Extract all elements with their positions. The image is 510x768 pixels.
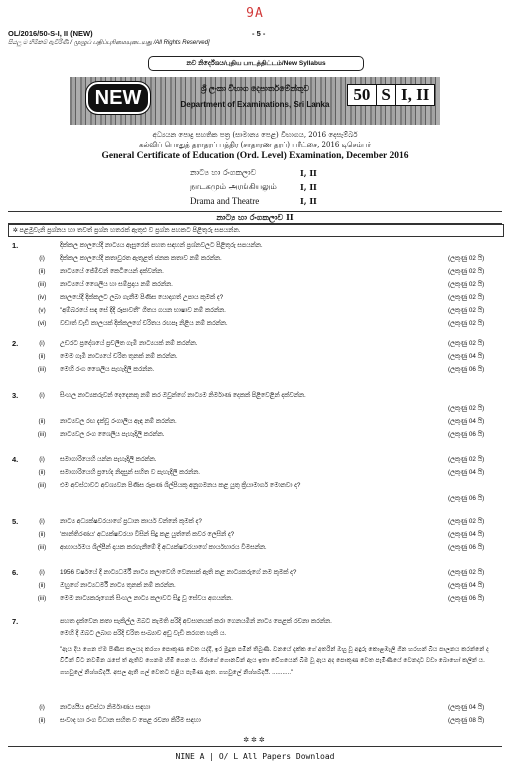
subquestion-number: (iii) [37, 366, 47, 373]
subquestion-text: ආහාර්යමය ශිල්පීන් දායක කරගැනීමේ දී අධ්‍යක්ෂවරයාගේ කාර්යභාරය විමසන්න. [60, 544, 267, 551]
end-stars: ✲✲✲ [243, 736, 267, 744]
passage: "ඇය දිය ගෙන ඒම පිණිස කලයද කරගා පොකුණ වෙත යද්දී, ඉර මුදුන පමින් තිබුණි. වනයේ දැක්ක ගේ අතරින් ඔහු වූ අඳුරු කොළඹෑලි ගින හරහන් බීය පාලනය කරන්නේ ද විටින් විට නවමින රැසේ ත් ඇතිව ගෙනම හිමි ගෙන ය. ගිරාගේ ගොනවින් ඇය ඉතා වේගයෙන් බිම වූ ඇය අද පොකුණ වෙත පැමිණියේ වෙනදාට වඩා බොහෝ කලින් ය. ගහවුලේ නිශ්ශබ්දයී. අසල ඇති ගල් වෙතට එළිය පැමිණ ඇත. ගහවුලේ නිශ්ශබ්දයී. ..........." [60, 646, 489, 676]
marks: (ලකුණු 04 යි) [448, 531, 485, 538]
marks: (ලකුණු 02 යි) [448, 569, 485, 576]
subject-code-label: I, II [300, 168, 317, 178]
subquestion-number: (ii) [38, 353, 46, 360]
marks: (ලකුණු 06 යි) [448, 431, 485, 438]
subquestion-number: (i) [39, 255, 45, 262]
subquestion-number: (ii) [38, 268, 46, 275]
question-number: 1. [12, 241, 19, 250]
subject-code-parts: I, II [401, 85, 430, 104]
subquestion-text: නාට්‍යවල රංග ශෛලිය පැහැදිලි කරන්න. [60, 431, 165, 438]
subquestion-number: (iii) [37, 482, 47, 489]
subquestion-number: (i) [39, 392, 45, 399]
exam-title-tamil: கல்விப் பொதுத் தராதரப் பத்திர (சாதாரண தரப்) பரீட்சை, 2016 டிசெம்பர் [139, 141, 371, 149]
question-number: 6. [12, 568, 19, 577]
subquestion-number: (ii) [38, 418, 46, 425]
marks: (ලකුණු 06 යි) [448, 595, 485, 602]
question-number: 4. [12, 455, 19, 464]
exam-title-sinhala: අධ්‍යයන පොදු සහතික පත්‍ර (සාමාන්‍ය පෙළ) විභාගය, 2016 දෙසැම්බර් [152, 131, 358, 139]
marks: (ලකුණු 02 යි) [448, 307, 485, 314]
question-number: 5. [12, 517, 19, 526]
subject-name: නාට්‍ය හා රංගකලාව [190, 168, 257, 177]
banner-line-2: Department of Examinations, Sri Lanka [180, 100, 330, 109]
subject-code-label: I, II [300, 182, 317, 192]
marks: (ලකුණු 02 යි) [448, 281, 485, 288]
subquestion-text: නාට්‍යයේ ජේමිචන් කෙටියෙන් දක්වන්න. [60, 268, 164, 275]
instruction [8, 224, 504, 237]
subquestion-number: (i) [39, 569, 45, 576]
marks: (ලකුණු 02 යි) [448, 268, 485, 275]
marks: (ලකුණු 04 යි) [448, 704, 485, 711]
marks: (ලකුණු 02 යි) [448, 340, 485, 347]
subquestion-text: උඩරට ප්‍රදේශයේ ප්‍රචලිත ගැමි නාට්‍යයක් නම් කරන්න. [60, 340, 198, 347]
subquestion-text: 1956 වර්ෂයේ දී නාට්‍යධර්මී නාට්‍ය කලාවෙහි වෙනසක් ඇති කළ නාට්‍යකරුගේ නම කුමක් ද? [60, 569, 297, 576]
exam-title-english: General Certificate of Education (Ord. Level) Examination, December 2016 [101, 151, 409, 161]
question-intro: පහත දැක්වෙන කතා සැකිල්ල ඔබට කැමති පරිදි අවසානයක් කරා ගෙනයමින් නාට්‍ය පෙළක් රචනා කරන්න. [60, 618, 332, 625]
subquestion-text: කාලයේදී දික්කලට ලබා ගැනීම පිණිස යොදාගත් උපාය කුමක් ද? [60, 294, 224, 301]
marks: (ලකුණු 08 යි) [448, 717, 485, 724]
subquestion-number: (i) [39, 704, 45, 711]
marks: (ලකුණු 02 යි) [448, 518, 485, 525]
subquestion-number: (v) [38, 307, 46, 314]
marks: (ලකුණු 02 යි) [448, 294, 485, 301]
subquestion-number: (ii) [38, 531, 46, 538]
subquestion-number: (iv) [37, 294, 47, 301]
marks: (ලකුණු 04 යි) [448, 469, 485, 476]
top-tag: 9A [246, 6, 264, 21]
subquestion-number: (i) [39, 456, 45, 463]
subquestion-text: නාට්‍යයේ ශෛලිය හා සම්ප්‍රදාය නම් කරන්න. [60, 281, 173, 288]
subject-name: Drama and Theatre [190, 196, 260, 206]
subject-code-box [347, 84, 435, 106]
syllabus-label: නව නිර්දේශය/புதிய பாடத்திட்டம்/New Syllabus [148, 56, 364, 71]
subquestion-text: දික්කල කාලයේදී කතාවුරත ඇතුළත් ජනක කතාව නම් කරන්න. [60, 255, 222, 262]
subject-code: 50 [353, 85, 371, 104]
subquestion-number: (i) [39, 340, 45, 347]
subquestion-number: (i) [39, 518, 45, 525]
subquestion-text: මෙම නාට්‍යකරුගෙන් සිංහල නාට්‍ය කලාවට සිදු වූ සේවය අගයන්න. [60, 595, 233, 602]
marks: (ලකුණු 04 යි) [448, 418, 485, 425]
subquestion-text: සමාගාරියෙහි ප්‍රභේද නිදසුන් සහිත ව පැහැදිලි කරන්න. [60, 469, 200, 476]
new-badge: NEW [86, 82, 150, 114]
question-intro-2: මෙහි දී ඔබට ලබාග පරිදි චරිත සංඛ්‍යාව අඩු වැඩි කරගත හැකි ය. [60, 630, 227, 637]
marks: (ලකුණු 06 යි) [448, 366, 485, 373]
instruction-text: ✲ පළමුවැනි ප්‍රශ්නය හා තවත් ප්‍රශ්න හතරක් ඇතුළු ව ප්‍රශ්න පහකට පිළිතුරු සපයන්න. [13, 227, 241, 234]
question-number: 3. [12, 391, 19, 400]
subquestion-text: මෙම ගැමි නාට්‍යයේ චරිත තුනක් නම් කරන්න. [60, 353, 178, 360]
rights-reserved: සියලු ම හිමිකම් ඇවිරිණි / முழுப் பதிப்புரிமையுடையது /All Rights Reserved] [8, 40, 210, 46]
subject-name: நாடகமும் அரங்கியலும் [190, 182, 277, 191]
subquestion-number: (iii) [37, 431, 47, 438]
paper-code: OL/2016/50-S-I, II (NEW) [8, 29, 93, 38]
subquestion-number: (iii) [37, 595, 47, 602]
marks: (ලකුණු 06 යි) [448, 544, 485, 551]
subquestion-text: නාට්‍ය අධ්‍යක්ෂවරයාගේ ප්‍රධාන කාර්ය වන්නේ කුමක් ද? [60, 518, 202, 525]
banner-line-1: ශ්‍රී ලංකා විභාග දෙපාර්තමේන්තුව [200, 84, 310, 93]
subject-code-label: I, II [300, 196, 317, 206]
subquestion-number: (iii) [37, 281, 47, 288]
subject-code-s: S [381, 85, 391, 104]
subquestion-text: 'කාන්තිරණය' අධ්‍යක්ෂවරයා විසින් සිදු කළ යුත්තේ කවර ලෙසින් ද? [60, 531, 235, 538]
marks: (ලකුණු 02 යි) [448, 405, 485, 412]
marks: (ලකුණු 02 යි) [448, 456, 485, 463]
question-intro: දික්කල කාලයේදී නාට්‍යය ඇසුරෙන් පහත සඳහන් ප්‍රශ්නවලට පිළිතුරු සපයන්න. [60, 242, 263, 249]
paper-title: නාට්‍ය හා රංගකලාව II [8, 211, 502, 224]
subquestion-number: (vi) [37, 320, 47, 327]
subquestion-text: එම අවස්ථාවට අවශ්‍යවන පිණිස රූපණ ශිල්පියකු අනුගමනය කළ යුතු ක්‍රියාමාර්ග මොනවා ද? [60, 482, 301, 489]
marks: (ලකුණු 04 යි) [448, 353, 485, 360]
subquestion-text: වඩාත් වැඩි කාලයක් දික්කලගේ චරිතය රඟපෑ නිළිය නම් කරන්න. [60, 320, 228, 327]
subquestion-number: (ii) [38, 717, 46, 724]
footer-text: NINE A | O/ L All Papers Download [175, 752, 335, 761]
subquestion-text: නාට්‍යවල රඟ දැක්වූ රංගාලිය ඇඳ නම් කරන්න. [60, 418, 177, 425]
subquestion-text: සංවාද හා රංග විධාන සහිත ව පෙළ රචනා කිරීම සඳහා [60, 717, 201, 724]
subquestion-number: (ii) [38, 582, 46, 589]
marks: (ලකුණු 04 යි) [448, 582, 485, 589]
subquestion-text: නාට්‍යයීය අවස්ථා නිර්මාණය සඳහා [60, 704, 151, 711]
subquestion-text: සමාගාරියෙහි යන්න පැහැදිලි කරන්න. [60, 456, 157, 463]
marks: (ලකුණු 02 යි) [448, 320, 485, 327]
subquestion-text: ඔහුගේ නාට්‍යධර්මී නාට්‍ය තුනක් නම් කරන්න. [60, 582, 176, 589]
page-number: - 5 - [252, 29, 266, 38]
subquestion-text: සිංහල නාට්‍යකරුවන් දෙදෙනකු නම් කර ඔවුන්ගේ නාට්‍යම නිර්මාණ දෙකක් පිළිවෙළින් දක්වන්න. [60, 392, 306, 399]
subquestion-text: මෙහි රංග ශෛලිය පැහැදිලි කරන්න. [60, 366, 155, 373]
subquestion-text: "අම්බරයේ සඳ සේ දිදී රූපාවතී" ගීතය ගයන භාෂාව නම් කරන්න. [60, 307, 226, 314]
marks: (ලකුණු 06 යි) [448, 495, 485, 502]
question-number: 7. [12, 617, 19, 626]
subquestion-number: (iii) [37, 544, 47, 551]
marks: (ලකුණු 02 යි) [448, 255, 485, 262]
footer-rule [8, 746, 502, 747]
question-number: 2. [12, 339, 19, 348]
subquestion-number: (ii) [38, 469, 46, 476]
